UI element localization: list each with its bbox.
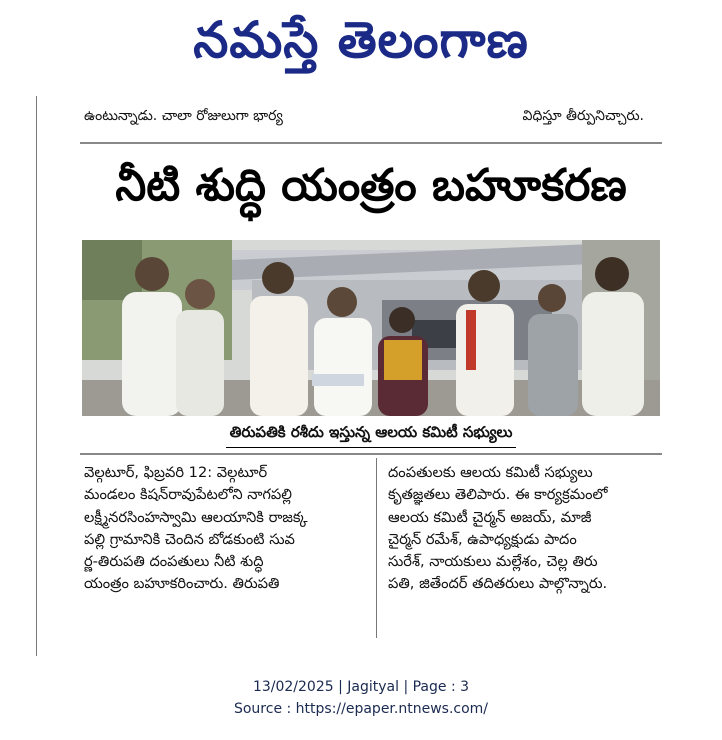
article-headline [80, 156, 662, 216]
photo-caption [82, 420, 660, 450]
body-line: మండలం కిషన్‌రావుపేటలోని నాగపల్లి [84, 486, 293, 504]
top-divider [80, 142, 662, 144]
snippet-left-text: ఉంటున్నాడు. చాలా రోజులుగా భార్య [84, 107, 283, 124]
article-body-right [388, 462, 674, 596]
body-line: కృతజ్ఞతలు తెలిపారు. ఈ కార్యక్రమంలో [388, 486, 608, 504]
body-line: పతి, జితేందర్ తదితరులు పాల్గొన్నారు. [388, 575, 608, 593]
body-line: వెల్గటూర్, ఫిబ్రవరి 12: వెల్గటూర్ [84, 464, 268, 481]
page-footer [0, 676, 722, 720]
caption-text: తిరుపతికి రశీదు ఇస్తున్న ఆలయ కమిటీ సభ్యులు [226, 423, 517, 448]
headline-text: నీటి శుద్ధి యంత్రం బహూకరణ [115, 160, 627, 211]
snippet-right-text: విధిస్తూ తీర్పునిచ్చారు. [522, 107, 644, 124]
body-line: దంపతులకు ఆలయ కమిటీ సభ్యులు [388, 464, 593, 481]
masthead [0, 0, 722, 80]
body-line: చైర్మన్ రమేశ్, ఉపాధ్యక్షుడు పాదం [388, 530, 577, 548]
body-line: సురేశ్, నాయకులు మల్లేశం, చెల్ల తిరు [388, 553, 598, 571]
left-column-rule [36, 96, 37, 656]
body-line: ర్ణ-తిరుపతి దంపతులు నీటి శుద్ధి [84, 553, 264, 571]
group-photo-illustration [82, 240, 660, 416]
news-clipping [36, 96, 686, 660]
body-line: యంత్రం బహూకరించారు. తిరుపతి [84, 575, 280, 593]
caption-divider [80, 453, 662, 455]
newspaper-logo: నమస్తే తెలంగాణ [193, 11, 529, 69]
source-link[interactable]: Source : https://epaper.ntnews.com/ [233, 701, 489, 717]
article-body-left [84, 462, 370, 596]
previous-article-snippet [84, 106, 644, 128]
body-line: పల్లి గ్రామానికి చెందిన బోడకుంటి సువ [84, 530, 295, 548]
body-line: లక్ష్మీనరసింహస్వామి ఆలయానికి రాజక్క [84, 508, 308, 526]
column-divider [376, 458, 377, 638]
body-line: ఆలయ కమిటీ చైర్మన్ అజయ్, మాజీ [388, 508, 592, 526]
edition-info: 13/02/2025 | Jagityal | Page : 3 [252, 679, 470, 695]
news-photo [82, 240, 660, 416]
